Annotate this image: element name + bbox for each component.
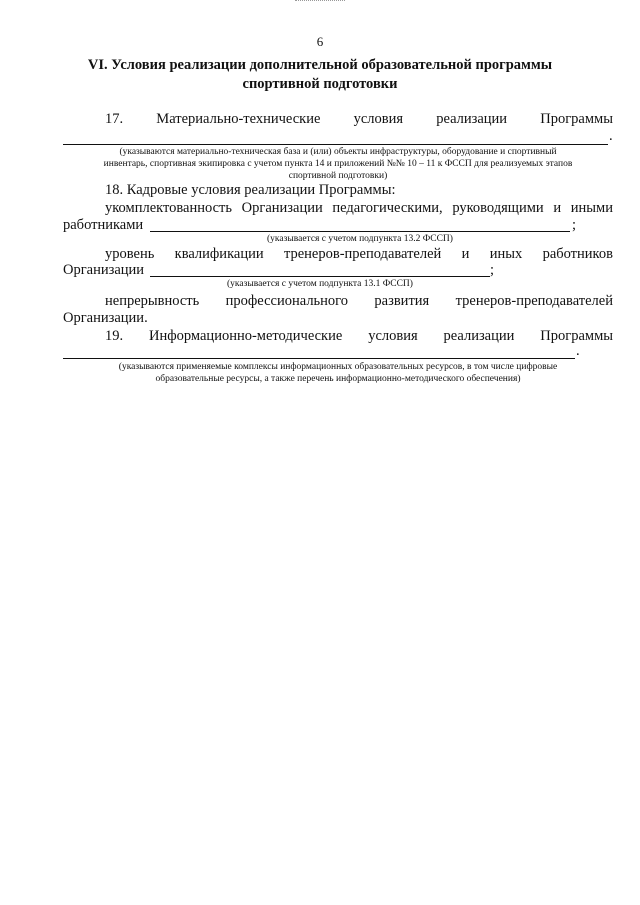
item-17-hint-1: (указываются материально-техническая база и (или) объекты инфраструктуры, оборудование и спортивный <box>119 147 557 157</box>
continuity-line: непрерывность профессионального развития тренеров-преподавателей <box>105 293 613 309</box>
qualification-cont: Организации <box>63 262 145 278</box>
qualification-blank-field[interactable] <box>150 276 490 277</box>
scan-mark <box>295 0 345 3</box>
item-17-blank-field[interactable] <box>63 144 608 145</box>
section-title-line-2: спортивной подготовки <box>242 76 398 92</box>
item-18-heading: 18. Кадровые условия реализации Программы: <box>105 182 396 198</box>
staffing-line: укомплектованность Организации педагогическими, руководящими и иными <box>105 200 613 216</box>
page-number: 6 <box>316 34 324 49</box>
item-17-number: 17. <box>105 111 124 127</box>
item-17-hint-2: инвентарь, спортивная экипировка с учетом пункта 14 и приложений №№ 10 – 11 к ФССП для реализуемых этапов <box>103 159 573 169</box>
item-17-line: 17. Материально-технические условия реализации Программы <box>105 111 613 127</box>
item-19-line: 19. Информационно-методические условия реализации Программы <box>105 328 613 344</box>
staffing-blank-field[interactable] <box>150 231 570 232</box>
item-19-hint-2: образовательные ресурсы, а также перечень информационно-методического обеспечения) <box>155 374 521 384</box>
staffing-hint: (указывается с учетом подпункта 13.2 ФССП) <box>267 234 453 244</box>
section-title-line-1: VI. Условия реализации дополнительной образовательной программы <box>87 57 553 73</box>
item-19-hint-1: (указываются применяемые комплексы информационных образовательных ресурсов, в том числе цифровые <box>118 362 558 372</box>
item-17-hint-3: спортивной подготовки) <box>288 171 388 181</box>
qualification-hint: (указывается с учетом подпункта 13.1 ФССП) <box>227 279 413 289</box>
item-19-blank-field[interactable] <box>63 358 575 359</box>
qualification-line: уровень квалификации тренеров-преподавателей и иных работников <box>105 246 613 262</box>
continuity-cont: Организации. <box>63 310 148 326</box>
staffing-cont: работниками <box>63 217 144 233</box>
item-19-number: 19. <box>105 328 124 344</box>
